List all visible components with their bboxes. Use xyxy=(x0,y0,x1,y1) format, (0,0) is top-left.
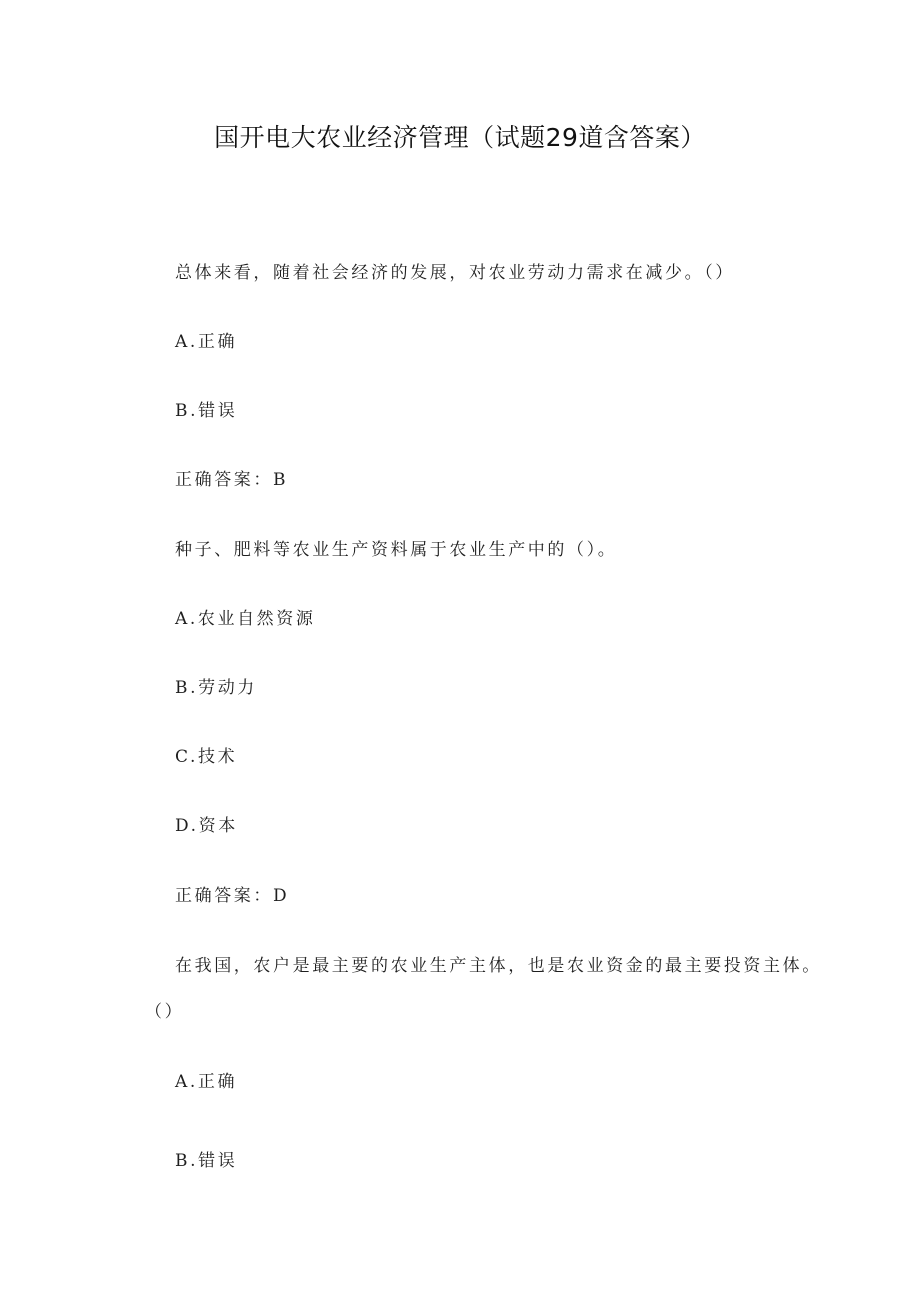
question-2-answer: 正确答案：D xyxy=(175,886,290,906)
question-2-option-b: B.劳动力 xyxy=(175,678,257,698)
question-2-option-a: A.农业自然资源 xyxy=(175,609,316,629)
question-1-answer: 正确答案：B xyxy=(175,470,289,490)
question-2-option-d: D.资本 xyxy=(175,816,238,836)
question-2-option-c: C.技术 xyxy=(175,747,238,767)
question-1-stem: 总体来看，随着社会经济的发展，对农业劳动力需求在减少。（） xyxy=(175,263,735,283)
question-1-option-a: A.正确 xyxy=(175,332,238,352)
question-1-option-b: B.错误 xyxy=(175,401,238,421)
question-3-stem-line-2: （） xyxy=(145,1002,185,1022)
question-2-stem: 种子、肥料等农业生产资料属于农业生产中的（）。 xyxy=(175,540,618,560)
document-title: 国开电大农业经济管理（试题29道含答案） xyxy=(214,123,706,152)
question-3-stem-line-1: 在我国，农户是最主要的农业生产主体，也是农业资金的最主要投资主体。 xyxy=(175,956,822,976)
question-3-option-b: B.错误 xyxy=(175,1151,238,1171)
question-3-option-a: A.正确 xyxy=(175,1072,238,1092)
